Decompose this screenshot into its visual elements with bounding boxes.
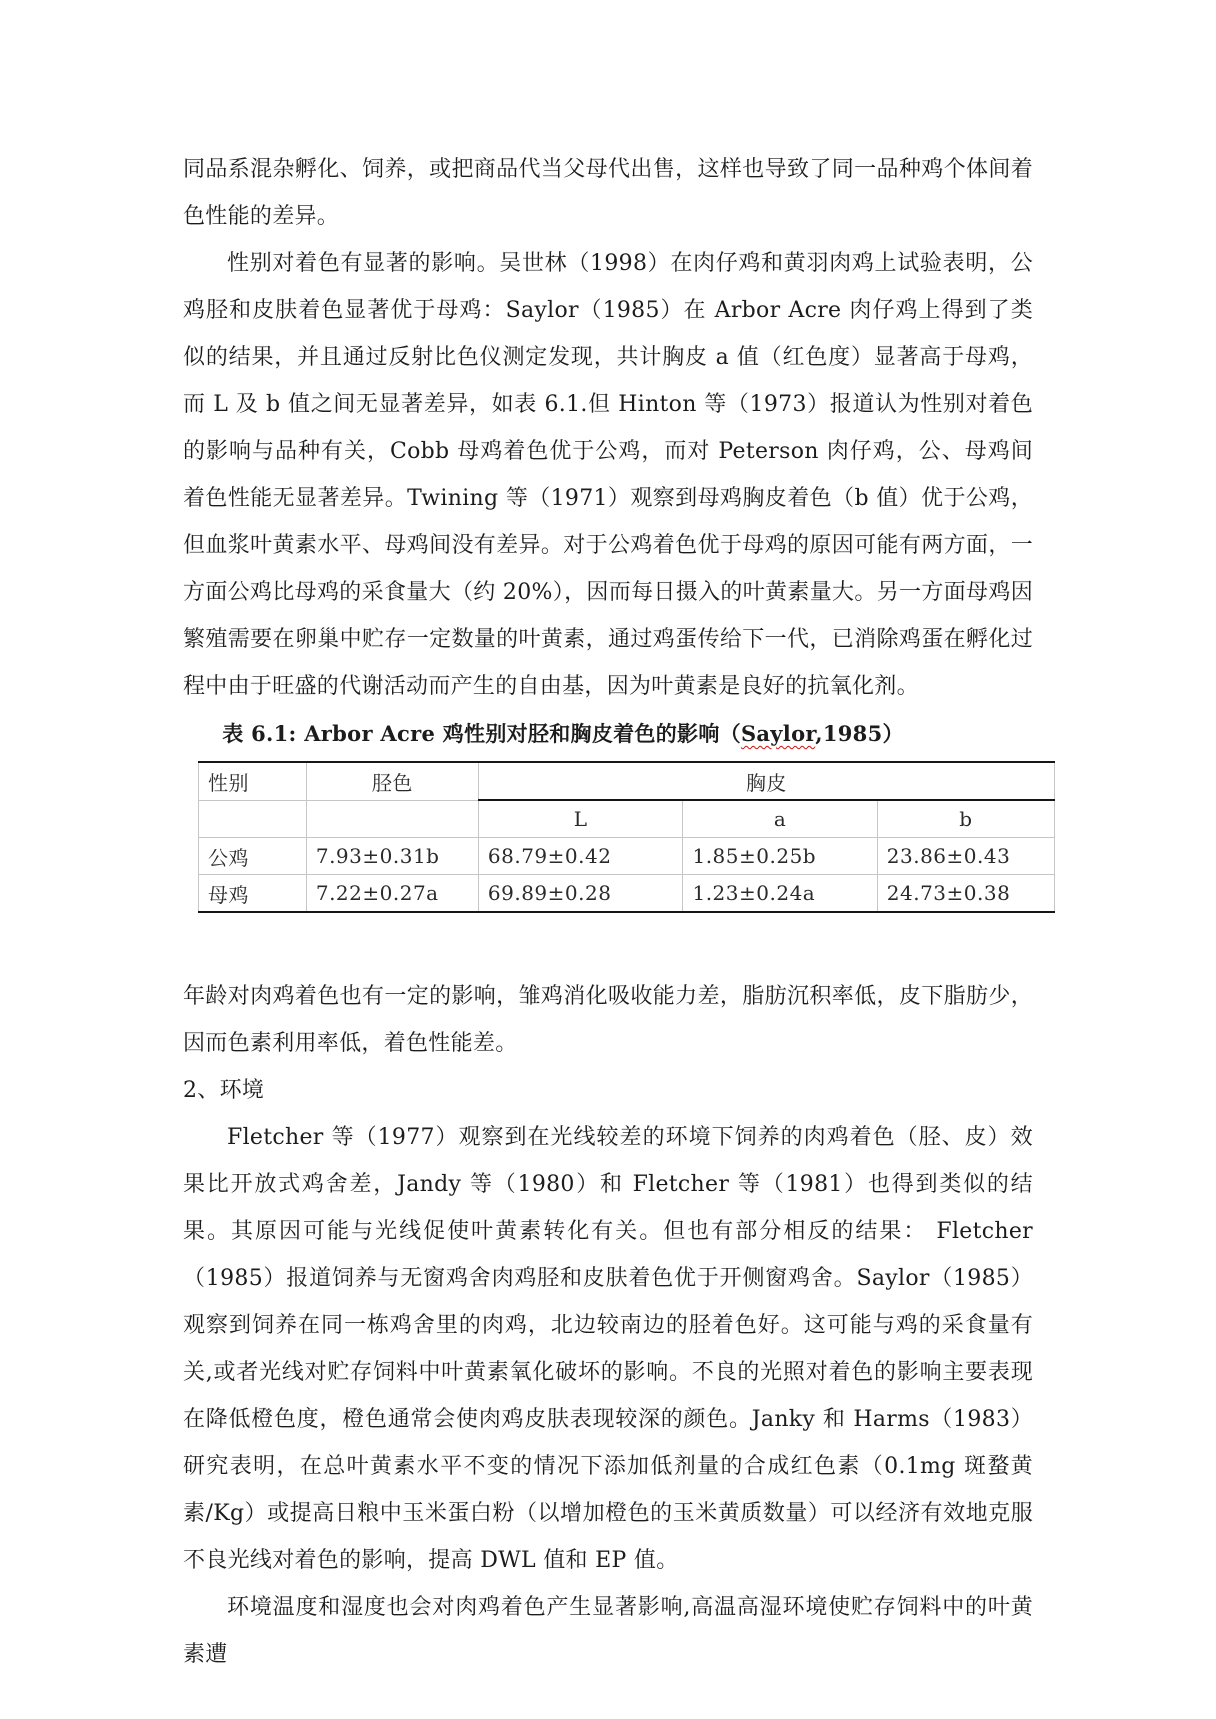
cell-L: 68.79±0.42 [478,838,683,875]
header-b: b [877,800,1054,838]
header-L: L [478,800,683,838]
table-header-row-2 [199,800,1055,838]
cell-L: 69.89±0.28 [478,875,683,913]
cell-b: 23.86±0.43 [877,838,1054,875]
empty-cell [306,800,478,838]
cell-b: 24.73±0.38 [877,875,1054,913]
paragraph-sex-effect: 性别对着色有显著的影响。吴世林（1998）在肉仔鸡和黄羽肉鸡上试验表明，公鸡胫和皮肤着色显著优于母鸡：Saylor（1985）在 Arbor Acre 肉仔鸡上得到了类似的结果，并且通过反射比色仪测定发现，共计胸皮 a 值（红色度）显著高于母鸡，而 L 及 b 值之间无显著差异，如表 6.1.但 Hinton 等（1973）报道认为性别对着色的影响与品种有关，Cobb 母鸡着色优于公鸡，而对 Peterson 肉仔鸡，公、母鸡间着色性能无显著差异。Twining 等（1971）观察到母鸡胸皮着色（b 值）优于公鸡，但血浆叶黄素水平、母鸡间没有差异。对于公鸡着色优于母鸡的原因可能有两方面，一方面公鸡比母鸡的采食量大（约 20%），因而每日摄入的叶黄素量大。另一方面母鸡因繁殖需要在卵巢中贮存一定数量的叶黄素，通过鸡蛋传给下一代，已消除鸡蛋在孵化过程中由于旺盛的代谢活动而产生的自由基，因为叶黄素是良好的抗氧化剂。 [183,251,1033,699]
paragraph-temperature-humidity: 环境温度和湿度也会对肉鸡着色产生显著影响,高温高湿环境使贮存饲料中的叶黄素遭 [183,1595,1033,1667]
table-caption-spellcheck-word: Saylor [740,721,816,746]
table-header-row-1 [199,762,1055,800]
empty-cell [199,800,307,838]
cell-sex: 公鸡 [199,838,307,875]
cell-sex: 母鸡 [199,875,307,913]
section-heading-environment: 2、环境 [183,1078,265,1103]
cell-a: 1.23±0.24a [683,875,877,913]
data-table [198,761,1055,913]
header-a: a [683,800,877,838]
paragraph-continuation: 同品系混杂孵化、饲养，或把商品代当父母代出售，这样也导致了同一品种鸡个体间着色性能的差异。 [183,157,1033,229]
table-caption-suffix: ,1985） [815,721,904,746]
cell-shank: 7.93±0.31b [306,838,478,875]
cell-a: 1.85±0.25b [683,838,877,875]
cell-shank: 7.22±0.27a [306,875,478,913]
paragraph-age-effect: 年龄对肉鸡着色也有一定的影响，雏鸡消化吸收能力差，脂肪沉积率低，皮下脂肪少，因而色素利用率低，着色性能差。 [183,984,1033,1056]
table-caption [183,710,1033,757]
header-breast: 胸皮 [478,762,1054,800]
header-shank: 胫色 [306,762,478,800]
paragraph-light-effect: Fletcher 等（1977）观察到在光线较差的环境下饲养的肉鸡着色（胫、皮）效果比开放式鸡舍差，Jandy 等（1980）和 Fletcher 等（1981）也得到类似的结果。其原因可能与光线促使叶黄素转化有关。但也有部分相反的结果： Fletcher（1985）报道饲养与无窗鸡舍肉鸡胫和皮肤着色优于开侧窗鸡舍。Saylor（1985）观察到饲养在同一栋鸡舍里的肉鸡，北边较南边的胫着色好。这可能与鸡的采食量有关,或者光线对贮存饲料中叶黄素氧化破坏的影响。不良的光照对着色的影响主要表现在降低橙色度，橙色通常会使肉鸡皮肤表现较深的颜色。Janky 和 Harms（1983）研究表明，在总叶黄素水平不变的情况下添加低剂量的合成红色素（0.1mg 斑蝥黄素/Kg）或提高日粮中玉米蛋白粉（以增加橙色的玉米黄质数量）可以经济有效地克服不良光线对着色的影响，提高 DWL 值和 EP 值。 [183,1125,1033,1573]
table-caption-prefix: 表 6.1: Arbor Acre 鸡性别对胫和胸皮着色的影响（ [222,721,741,746]
table-row-male [199,838,1055,875]
header-sex: 性别 [199,762,307,800]
table-row-female [199,875,1055,913]
